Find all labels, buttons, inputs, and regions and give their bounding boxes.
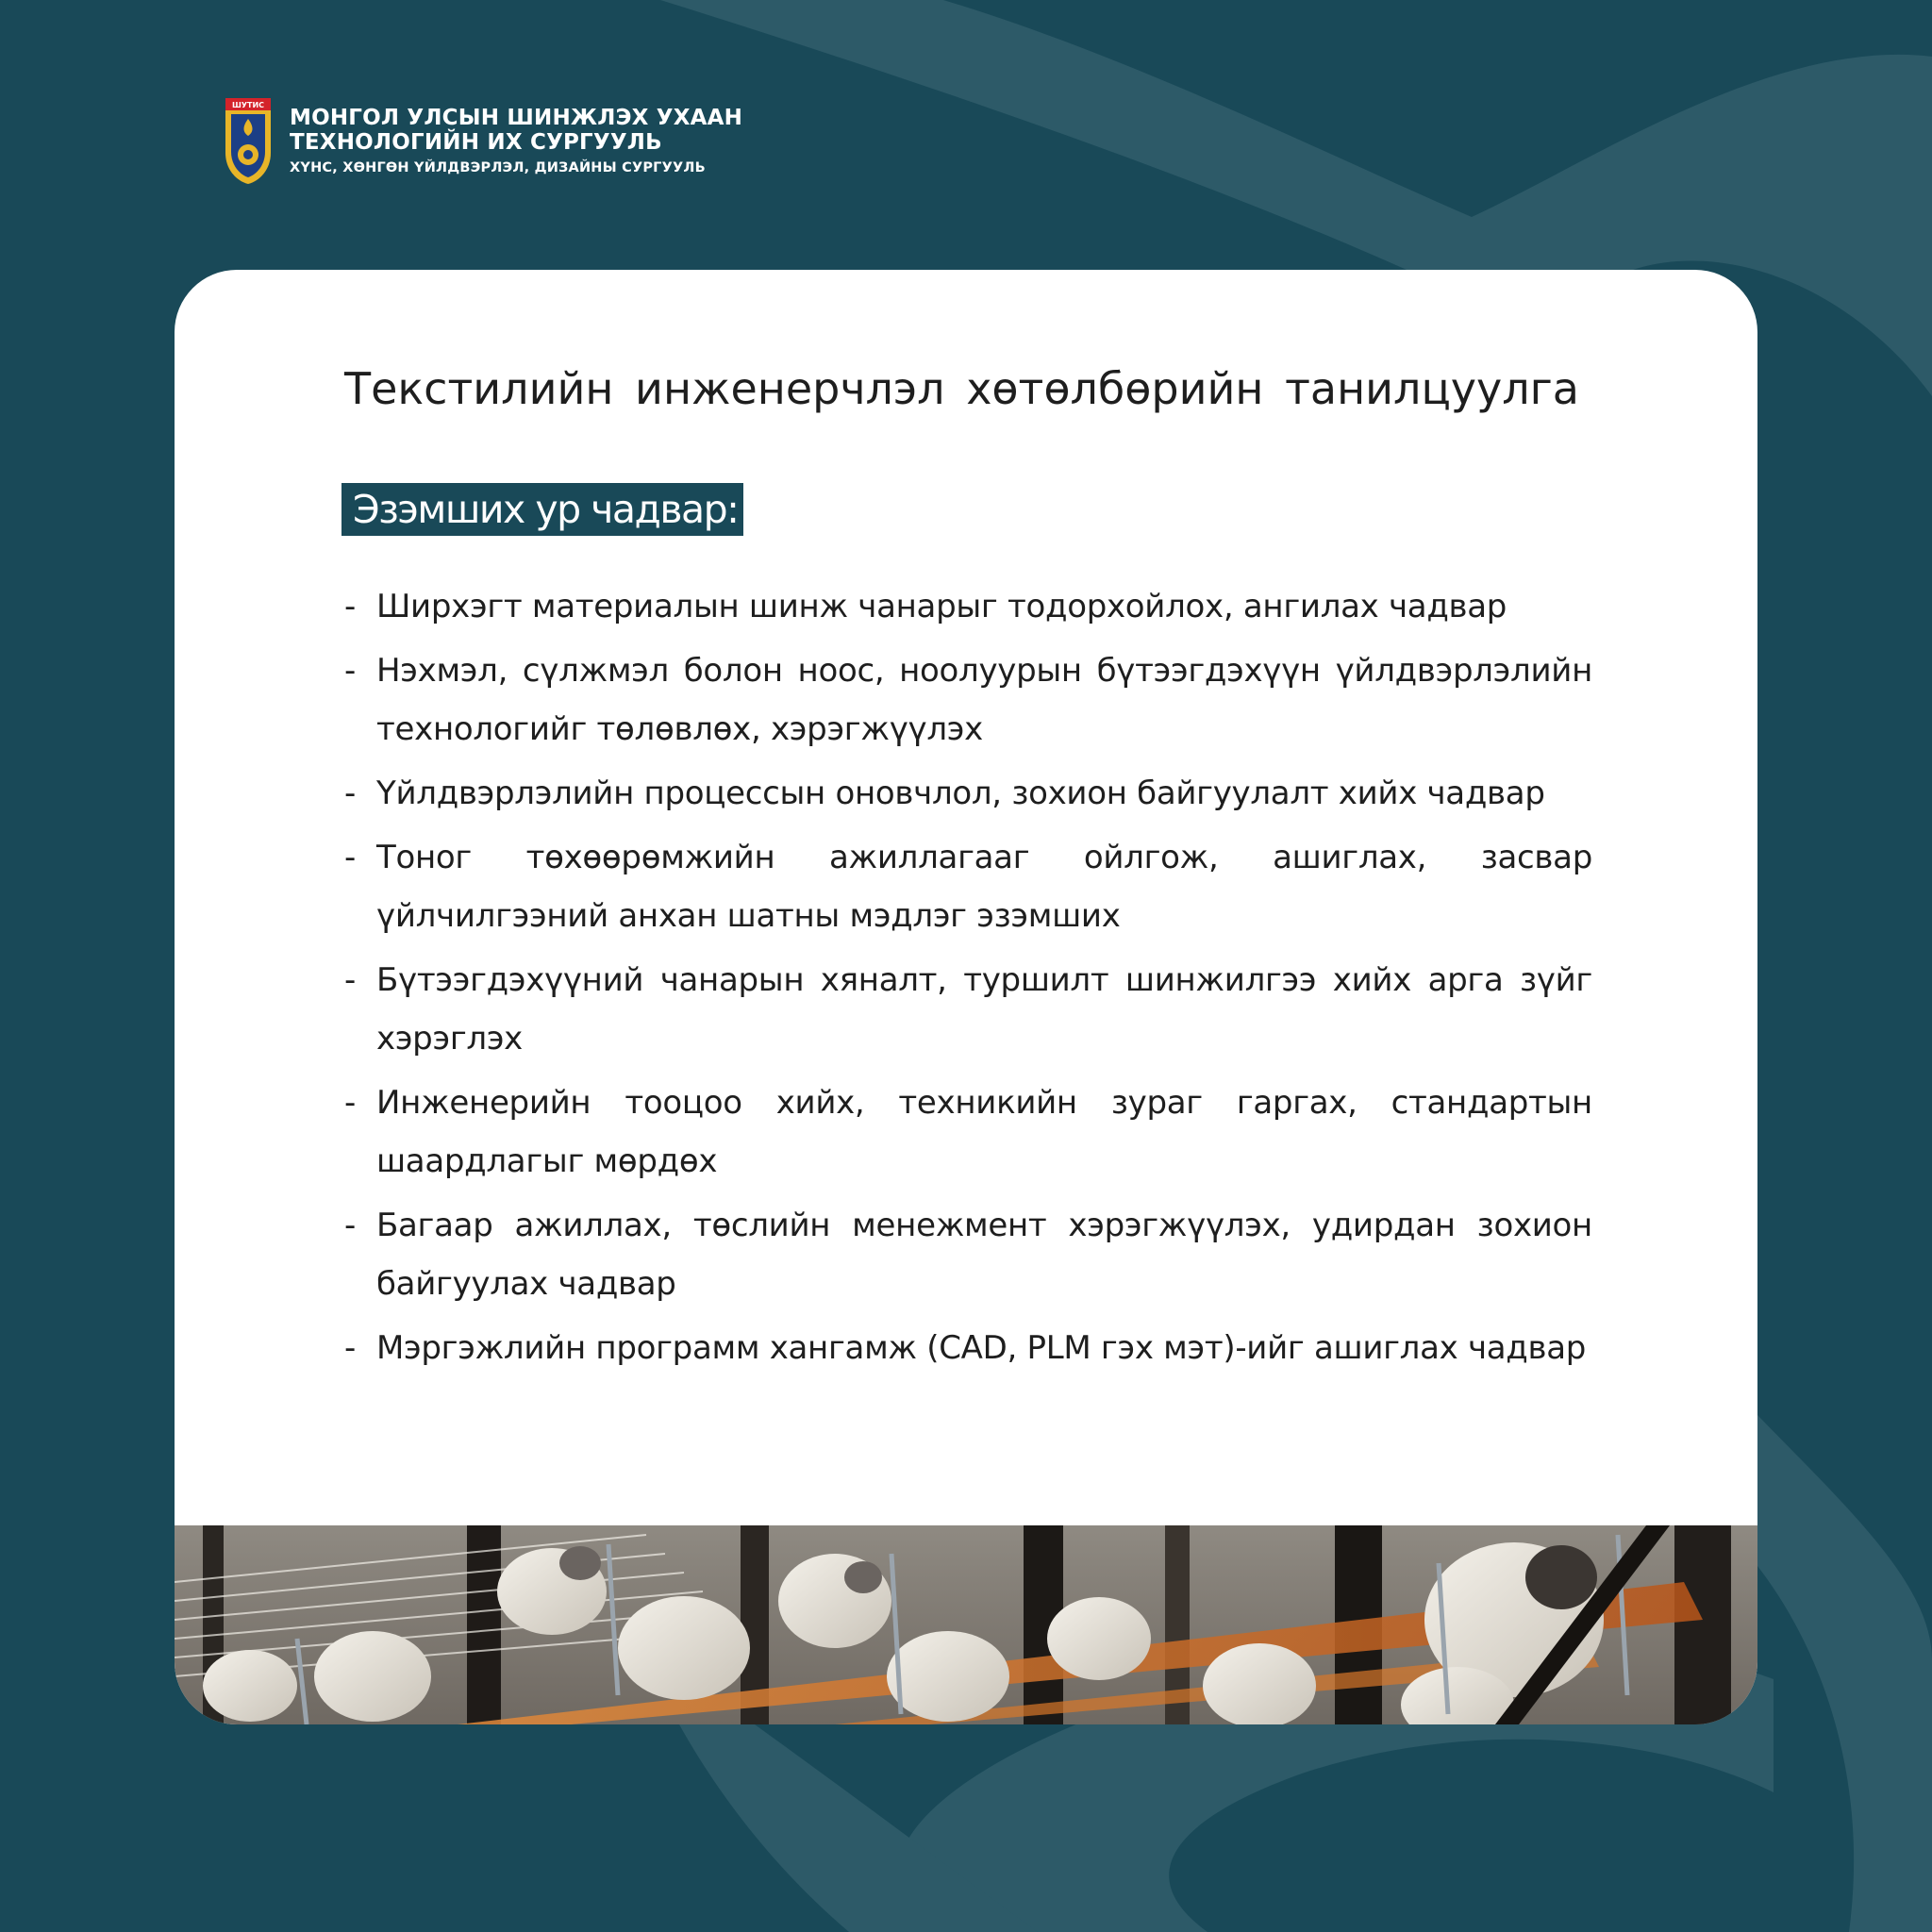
skill-item xyxy=(344,1074,1592,1191)
skill-text: Үйлдвэрлэлийн процессын оновчлол, зохион байгуулалт хийх чадвар xyxy=(376,774,1545,812)
textile-factory-photo xyxy=(175,1525,1757,1724)
university-header xyxy=(224,98,742,185)
skills-list xyxy=(344,577,1592,1383)
bullet-dash: - xyxy=(344,1207,356,1244)
skill-item xyxy=(344,1196,1592,1313)
bullet-dash: - xyxy=(344,961,356,999)
bullet-dash: - xyxy=(344,652,356,690)
skill-text: Тоног төхөөрөмжийн ажиллагааг ойлгож, ашиглах, засвар үйлчилгээний анхан шатны мэдлэг эзэмших xyxy=(376,839,1592,935)
skill-text: Бүтээгдэхүүний чанарын хяналт, туршилт шинжилгээ хийх арга зүйг хэрэглэх xyxy=(376,961,1592,1058)
skill-text: Инженерийн тооцоо хийх, техникийн зураг гаргах, стандартын шаардлагыг мөрдөх xyxy=(376,1084,1592,1180)
skill-item xyxy=(344,951,1592,1068)
skill-item xyxy=(344,828,1592,945)
page-title: Текстилийн инженерчлэл хөтөлбөрийн танилцуулга xyxy=(344,363,1579,414)
skill-item xyxy=(344,641,1592,758)
bullet-dash: - xyxy=(344,588,356,625)
university-name-line-1: МОНГОЛ УЛСЫН ШИНЖЛЭХ УХААН xyxy=(290,105,743,130)
section-label-badge: Эзэмших ур чадвар: xyxy=(341,483,743,536)
university-emblem-icon xyxy=(224,98,273,185)
bullet-dash: - xyxy=(344,774,356,812)
bullet-dash: - xyxy=(344,1329,356,1367)
skill-text: Мэргэжлийн программ хангамж (CAD, PLM гэх мэт)-ийг ашиглах чадвар xyxy=(376,1329,1587,1367)
skill-item xyxy=(344,577,1592,636)
svg-text:ШУТИС: ШУТИС xyxy=(231,101,265,109)
skill-item xyxy=(344,1319,1592,1377)
bullet-dash: - xyxy=(344,1084,356,1122)
skill-text: Нэхмэл, сүлжмэл болон ноос, ноолуурын бүтээгдэхүүн үйлдвэрлэлийн технологийг төлөвлөх, хэрэгжүүлэх xyxy=(376,652,1592,748)
school-name: ХҮНС, ХӨНГӨН ҮЙЛДВЭРЛЭЛ, ДИЗАЙНЫ СУРГУУЛЬ xyxy=(290,159,706,175)
content-card xyxy=(175,270,1757,1724)
bullet-dash: - xyxy=(344,839,356,876)
skill-item xyxy=(344,764,1592,823)
skill-text: Ширхэгт материалын шинж чанарыг тодорхойлох, ангилах чадвар xyxy=(376,588,1507,625)
skill-text: Багаар ажиллах, төслийн менежмент хэрэгжүүлэх, удирдан зохион байгуулах чадвар xyxy=(376,1207,1592,1303)
university-name-line-2: ТЕХНОЛОГИЙН ИХ СУРГУУЛЬ xyxy=(290,129,662,155)
